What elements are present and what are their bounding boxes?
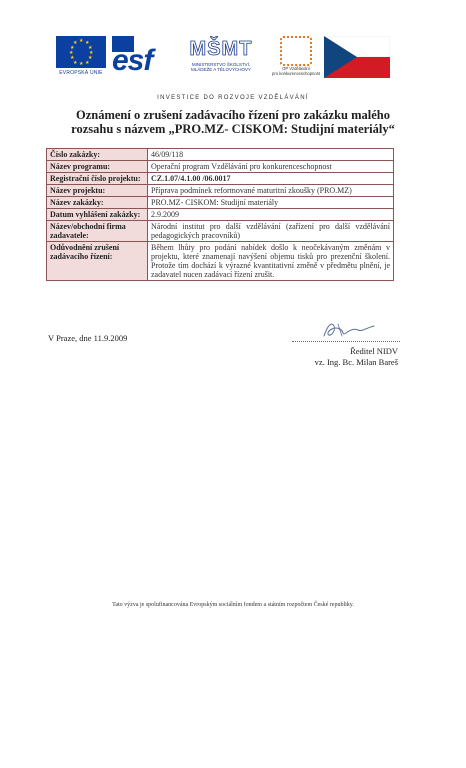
eu-logo: [56, 36, 106, 76]
row-value: Národní institut pro další vzdělávání (zařízení pro další vzdělávání pedagogických pracovníků): [148, 221, 394, 242]
op-puzzle-icon: [280, 36, 312, 66]
msmt-mark: MŠMT: [189, 38, 253, 60]
msmt-caption-2: MLÁDEŽE A TĚLOVÝCHOVY: [191, 67, 251, 72]
title-line-2: rozsahu s názvem „PRO.MZ- CISKOM: Studijní materiály“: [71, 122, 395, 136]
table-row: [47, 185, 394, 197]
row-label: Název programu:: [47, 161, 148, 173]
row-value: Operační program Vzdělávání pro konkurenceschopnost: [148, 161, 394, 173]
signature-line: [292, 341, 400, 342]
table-row: [47, 149, 394, 161]
row-label: Datum vyhlášení zakázky:: [47, 209, 148, 221]
table-row: [47, 197, 394, 209]
table-row: [47, 173, 394, 185]
table-row: [47, 161, 394, 173]
row-label: Název projektu:: [47, 185, 148, 197]
investice-tagline: INVESTICE DO ROZVOJE VZDĚLÁVÁNÍ: [157, 95, 309, 101]
row-value: Během lhůty pro podání nabídek došlo k neočekávaným změnám v projektu, které znamenají navýšení objemu tisků pro prezenční školení. Protože tím dochází k výrazné kvantitativní změně v předmětu plnění, je zadavatel nucen zadávací řízení zrušit.: [148, 242, 394, 281]
row-label: Registrační číslo projektu:: [47, 173, 148, 185]
row-label: Název zakázky:: [47, 197, 148, 209]
esf-logo: [112, 36, 164, 76]
op-logo: [272, 36, 320, 76]
signatory-name: vz. Ing. Bc. Milan Bareš: [314, 357, 398, 367]
row-value: 46/09/118: [148, 149, 394, 161]
czech-flag-icon: [324, 36, 390, 78]
signatory-role: Ředitel NIDV: [350, 346, 398, 356]
op-caption-1: OP Vzdělávání: [282, 66, 310, 71]
op-caption-2: pro konkurenceschopnost: [272, 71, 320, 76]
msmt-logo: [184, 36, 258, 72]
title-line-1: Oznámení o zrušení zadávacího řízení pro zakázku malého: [76, 108, 390, 122]
signatory-block: [292, 346, 398, 368]
row-label: Číslo zakázky:: [47, 149, 148, 161]
row-value: 2.9.2009: [148, 209, 394, 221]
table-row: [47, 221, 394, 242]
footer-note: Tato výzva je spolufinancována Evropským sociálním fondem a státním rozpočtem České republiky.: [112, 602, 354, 608]
place-date: V Praze, dne 11.9.2009: [48, 333, 128, 343]
esf-wordmark: esf: [112, 44, 153, 77]
row-value: PRO.MZ- CISKOM: Studijní materiály: [148, 197, 394, 209]
table-row: [47, 209, 394, 221]
row-value: CZ.1.07/4.1.00 /06.0017: [148, 173, 394, 185]
page-title: [40, 108, 426, 136]
msmt-caption-1: MINISTERSTVO ŠKOLSTVÍ,: [191, 62, 251, 67]
eu-flag-icon: ★ ★ ★ ★ ★ ★ ★ ★ ★ ★ ★ ★: [56, 36, 106, 68]
row-label: Název/obchodní firma zadavatele:: [47, 221, 148, 242]
eu-caption: EVROPSKÁ UNIE: [59, 70, 103, 76]
table-row: [47, 242, 394, 281]
row-value: Příprava podmínek reformované maturitní zkoušky (PRO.MZ): [148, 185, 394, 197]
row-label: Odůvodnění zrušení zadávacího řízení:: [47, 242, 148, 281]
tender-info-table: [46, 148, 394, 281]
logo-bar: [56, 36, 390, 86]
